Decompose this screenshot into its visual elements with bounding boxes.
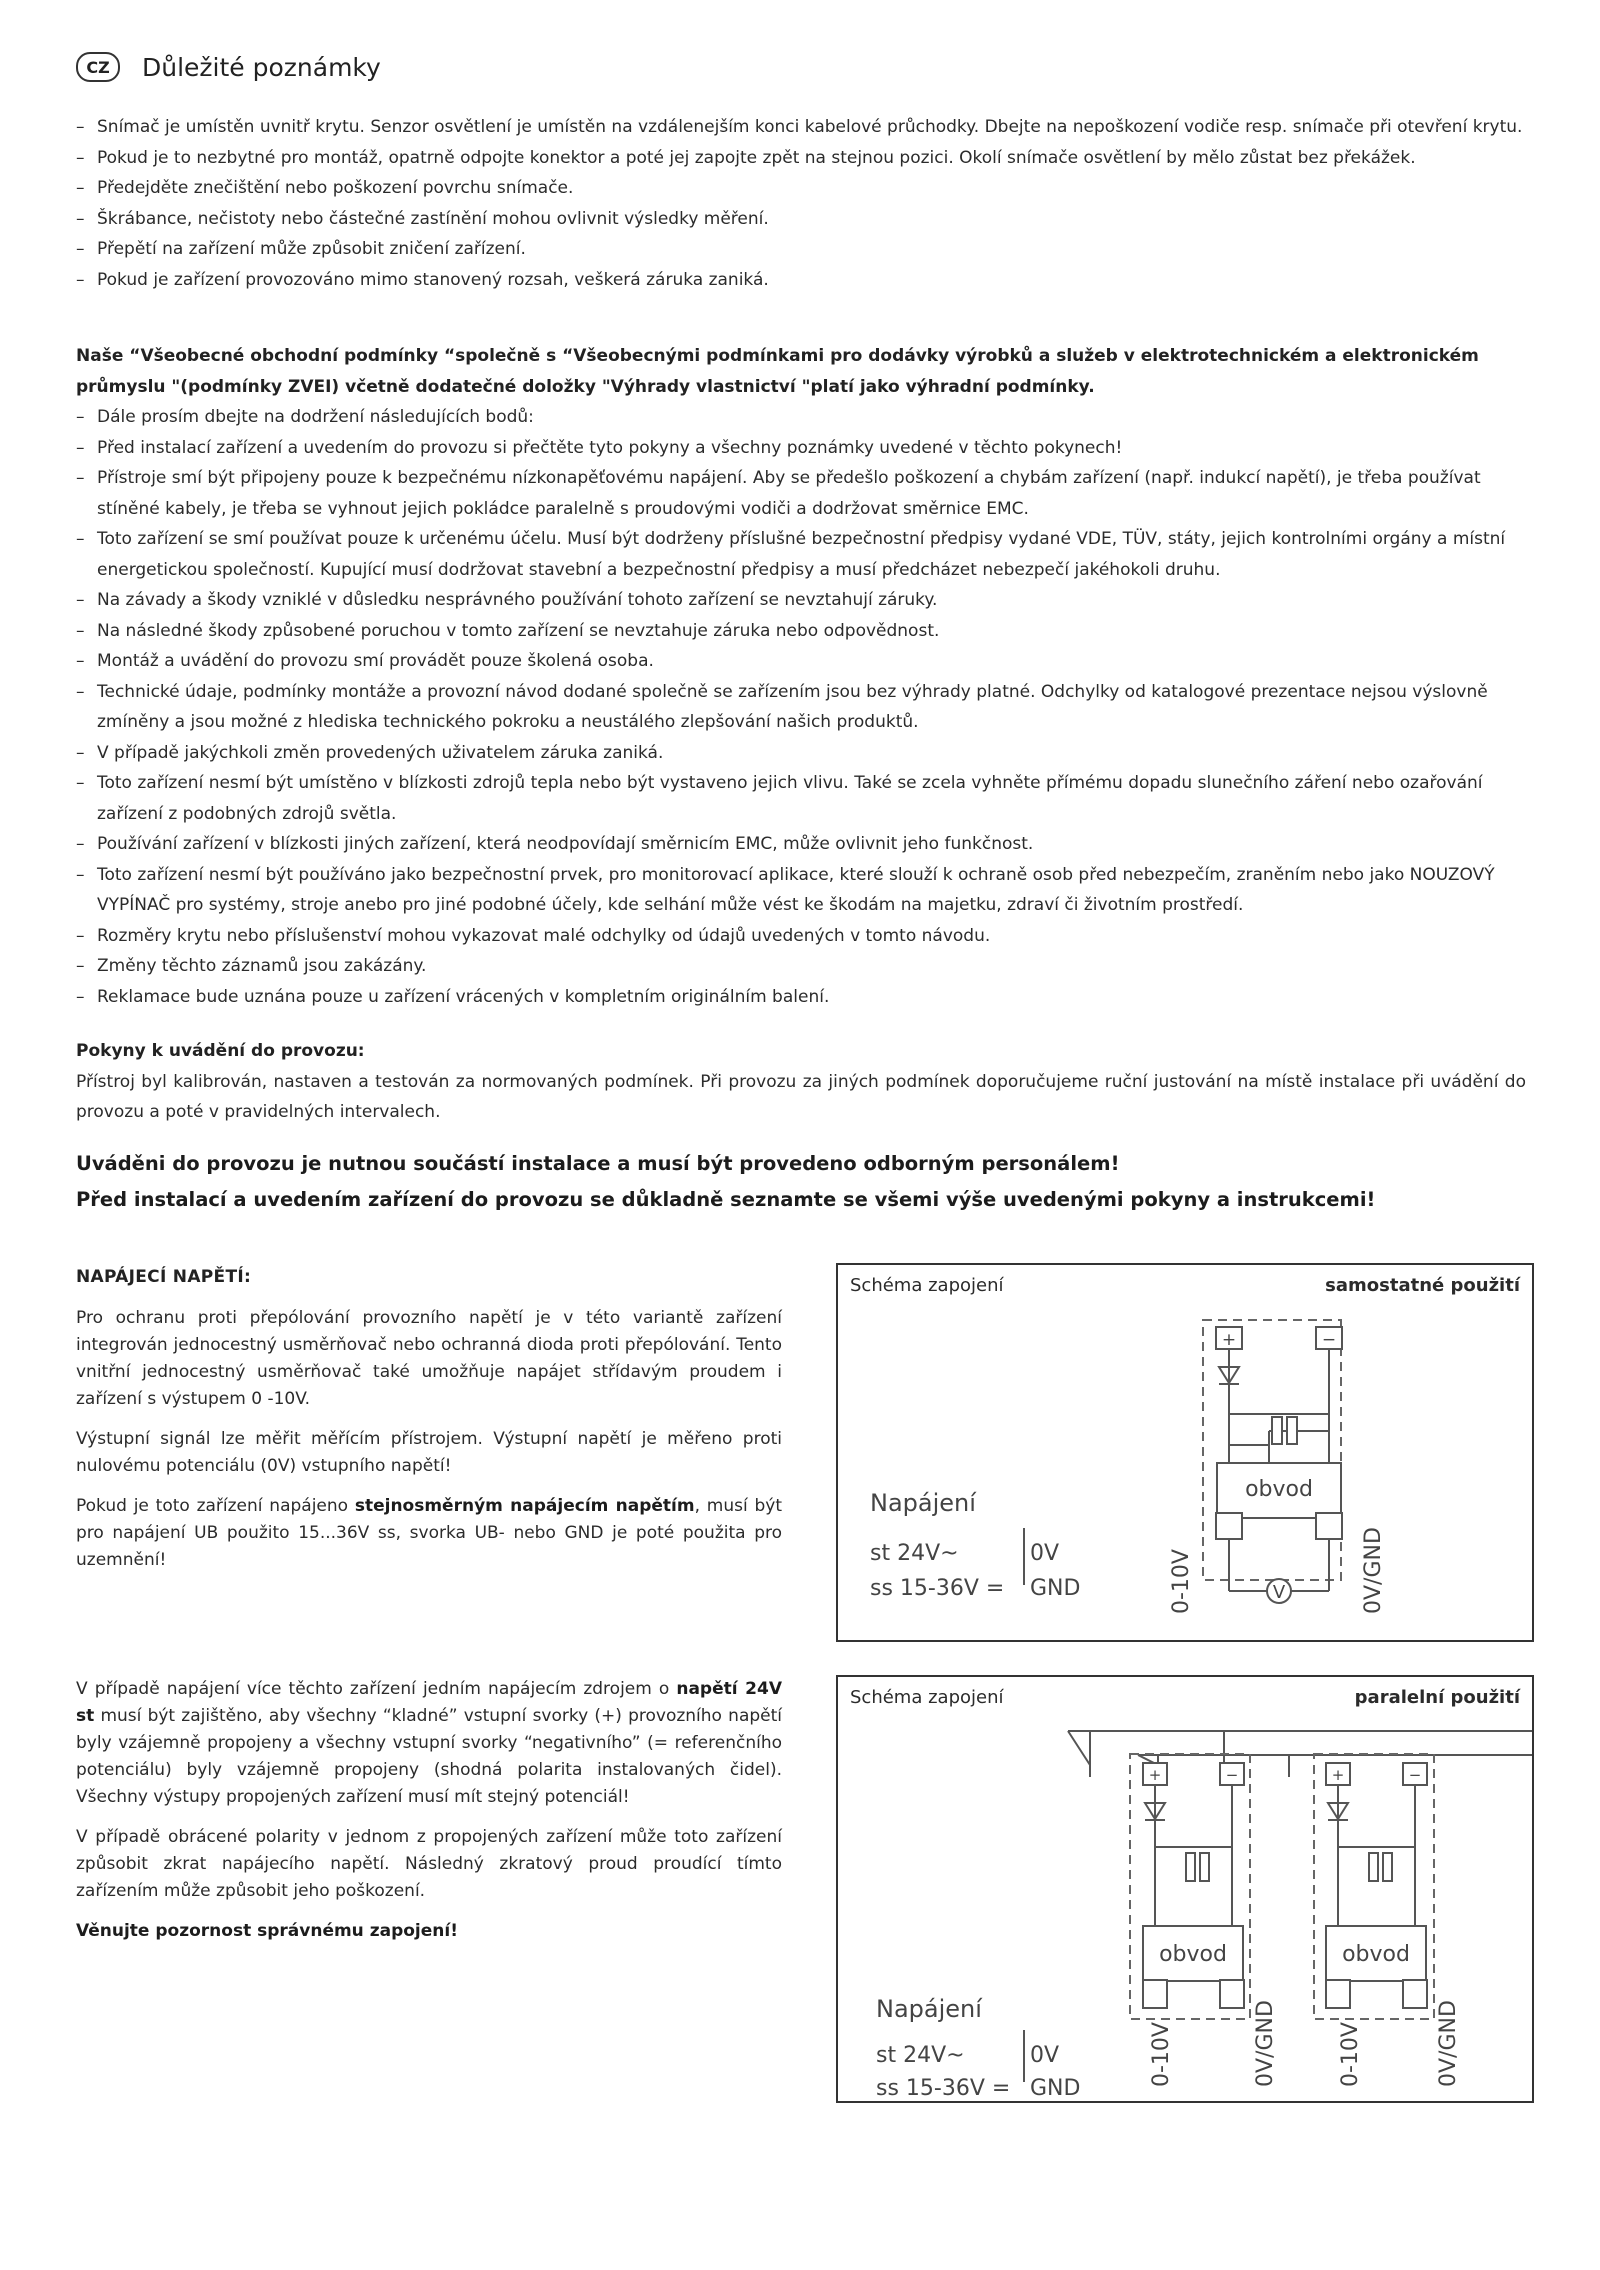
plus-sign: + xyxy=(1331,1766,1345,1784)
supply-title: Napájení xyxy=(870,1489,976,1517)
parallel-paragraph-3: Věnujte pozornost správnému zapojení! xyxy=(76,1921,458,1941)
output-label: 0-10V xyxy=(1149,2022,1174,2087)
list-item: – Předejděte znečištění nebo poškození povrchu snímače. xyxy=(76,173,1526,204)
warning-line-2: Před instalací a uvedením zařízení do provozu se důkladně seznamte se všemi výše uvedenými pokyny a instrukcemi! xyxy=(76,1188,1376,1211)
circuit-schematic xyxy=(838,1677,1532,2101)
supply-zero: 0V xyxy=(1030,2043,1060,2068)
output-label: 0-10V xyxy=(1169,1549,1194,1614)
circuit-label: obvod xyxy=(1245,1477,1313,1502)
capacitor-plate xyxy=(1369,1853,1378,1881)
plus-sign: + xyxy=(1148,1766,1162,1784)
list-item: – Pokud je to nezbytné pro montáž, opatrně odpojte konektor a poté jej zapojte zpět na stejnou pozici. Okolí snímače osvětlení by mělo zůstat bez překážek. xyxy=(76,143,1526,174)
supply-paragraph-1: Pro ochranu proti přepólování provozního napětí je v této variantě zařízení integrován jednocestný usměrňovač nebo ochranná dioda proti přepólování. Tento vnitřní jednocestný usměrňovač také umožňuje napájet střídavým proudem i zařízení s výstupem 0 -10V. xyxy=(76,1308,782,1409)
commissioning-text: Přístroj byl kalibrován, nastaven a testován za normovaných podmínek. Při provozu za jiných podmínek doporučujeme ruční justování na místě instalace při uvádění do provozu a poté v pravidelných intervalech. xyxy=(76,1071,1526,1122)
terms-paragraph: Naše “Všeobecné obchodní podmínky “společně s “Všeobecnými podmínkami pro dodávky výrobků a služeb v elektrotechnickém a elektronickém průmyslu "(podmínky ZVEI) včetně dodatečné doložky "Výhrady vlastnictví "platí jako výhradní podmínky. xyxy=(76,346,1479,397)
list-item: – Používání zařízení v blízkosti jiných zařízení, která neodpovídají směrnicím EMC, může ovlivnit jeho funkčnost. xyxy=(76,829,1526,860)
notes-list-block xyxy=(76,112,1526,295)
supply-title: Napájení xyxy=(876,1995,982,2023)
list-item: – Přepětí na zařízení může způsobit zničení zařízení. xyxy=(76,234,1526,265)
list-item: – Pokud je zařízení provozováno mimo stanovený rozsah, veškerá záruka zaniká. xyxy=(76,265,1526,296)
capacitor-plate xyxy=(1272,1417,1282,1444)
supply-voltage-section xyxy=(76,1264,782,1587)
supply-ac: st 24V~ xyxy=(870,1541,959,1566)
parallel-section xyxy=(76,1676,782,1958)
output-terminal xyxy=(1143,1980,1167,2008)
ground-label: 0V/GND xyxy=(1436,2000,1461,2087)
supply-zero: 0V xyxy=(1030,1541,1060,1566)
wiring-diagram-parallel xyxy=(836,1675,1534,2103)
minus-sign: − xyxy=(1321,1330,1337,1350)
diagram-label: Schéma zapojení xyxy=(850,1687,1004,1708)
diagram-mode: samostatné použití xyxy=(1325,1275,1520,1296)
list-item: – Přístroje smí být připojeny pouze k bezpečnému nízkonapěťovému napájení. Aby se předešlo poškození a chybám zařízení (např. indukcí napětí), je třeba používat stíněné kabely, je třeba se vyhnout jejich pokládce paralelně s proudovými vodiči a dodržovat směrnice EMC. xyxy=(76,463,1526,524)
language-badge: CZ xyxy=(76,52,120,82)
diagram-label: Schéma zapojení xyxy=(850,1275,1004,1296)
warning-block xyxy=(76,1146,1556,1218)
output-terminal xyxy=(1216,1513,1242,1539)
list-item: – Na následné škody způsobené poruchou v tomto zařízení se nevztahuje záruka nebo odpovědnost. xyxy=(76,616,1526,647)
list-item: – V případě jakýchkoli změn provedených uživatelem záruka zaniká. xyxy=(76,738,1526,769)
wiring-diagram-standalone xyxy=(836,1263,1534,1642)
page-title: Důležité poznámky xyxy=(142,52,381,82)
minus-sign: − xyxy=(1408,1766,1422,1784)
supply-paragraph-2: Výstupní signál lze měřit měřícím přístrojem. Výstupní napětí je měřeno proti nulovému potenciálu (0V) vstupního napětí! xyxy=(76,1429,782,1476)
list-item: – Toto zařízení se smí používat pouze k určenému účelu. Musí být dodrženy příslušné bezpečnostní předpisy vydané VDE, TÜV, státy, jejich kontrolními orgány a místní energetickou společností. Kupující musí dodržovat stavební a bezpečnostní předpisy a musí předcházet nebezpečí jakéhokoli druhu. xyxy=(76,524,1526,585)
list-item: – Toto zařízení nesmí být umístěno v blízkosti zdrojů tepla nebo být vystaveno jejich vlivu. Také se zcela vyhněte přímému dopadu slunečního záření nebo ozařování zařízení z podobných zdrojů světla. xyxy=(76,768,1526,829)
list-item: – Na závady a škody vzniklé v důsledku nesprávného používání tohoto zařízení se nevztahují záruky. xyxy=(76,585,1526,616)
parallel-paragraph-2: V případě obrácené polarity v jednom z propojených zařízení může toto zařízení způsobit zkrat napájecího napětí. Následný zkratový proud proudící tímto zařízením může způsobit jeho poškození. xyxy=(76,1827,782,1901)
supply-text-c: , musí být pro napájení UB použito 15...36V ss, svorka UB- nebo GND je poté použita pro uzemnění! xyxy=(76,1496,782,1570)
output-label: 0-10V xyxy=(1338,2022,1363,2087)
list-item: – Škrábance, nečistoty nebo částečné zastínění mohou ovlivnit výsledky měření. xyxy=(76,204,1526,235)
capacitor-plate xyxy=(1287,1417,1297,1444)
minus-sign: − xyxy=(1225,1766,1239,1784)
list-item: – Reklamace bude uznána pouze u zařízení vrácených v kompletním originálním balení. xyxy=(76,982,1526,1013)
warning-line-1: Uváděni do provozu je nutnou součástí instalace a musí být provedeno odborným personálem! xyxy=(76,1152,1120,1175)
circuit-label: obvod xyxy=(1342,1942,1410,1967)
output-terminal xyxy=(1326,1980,1350,2008)
list-item: – Před instalací zařízení a uvedením do provozu si přečtěte tyto pokyny a všechny poznámky uvedené v těchto pokynech! xyxy=(76,433,1526,464)
voltmeter-label: V xyxy=(1272,1582,1286,1603)
ground-terminal xyxy=(1316,1513,1342,1539)
capacitor-plate xyxy=(1383,1853,1392,1881)
capacitor-plate xyxy=(1200,1853,1209,1881)
ground-terminal xyxy=(1220,1980,1244,2008)
device-enclosure xyxy=(1203,1320,1341,1580)
commissioning-block xyxy=(76,1036,1526,1128)
notes-list xyxy=(76,112,1526,295)
supply-heading: NAPÁJECÍ NAPĚTÍ: xyxy=(76,1267,252,1287)
parallel-text-c: musí být zajištěno, aby všechny “kladné” vstupní svorky (+) provozního napětí byly vzájemně propojeny a všechny vstupní svorky “negativního” (= referenčního potenciálu) byly vzájemně propojeny (shodná polarita instalovaných čidel). Všechny výstupy propojených zařízení musí mít stejný potenciál! xyxy=(76,1706,782,1807)
terms-block xyxy=(76,341,1526,1012)
supply-text-a: Pokud je toto zařízení napájeno xyxy=(76,1496,355,1516)
list-item: – Montáž a uvádění do provozu smí provádět pouze školená osoba. xyxy=(76,646,1526,677)
rules-list xyxy=(76,402,1526,1012)
commissioning-heading: Pokyny k uvádění do provozu: xyxy=(76,1041,365,1061)
list-item: – Technické údaje, podmínky montáže a provozní návod dodané společně se zařízením jsou bez výhrady platné. Odchylky od katalogové prezentace nejsou výslovně zmíněny a jsou možné z hlediska technického pokroku a neustálého zlepšování našich produktů. xyxy=(76,677,1526,738)
section-header xyxy=(76,50,381,84)
diagram-mode: paralelní použití xyxy=(1354,1687,1520,1708)
list-item: – Dále prosím dbejte na dodržení následujících bodů: xyxy=(76,402,1526,433)
supply-gnd: GND xyxy=(1030,1576,1081,1601)
list-item: – Snímač je umístěn uvnitř krytu. Senzor osvětlení je umístěn na vzdálenejším konci kabelové průchodky. Dbejte na nepoškození vodiče resp. snímače při otevření krytu. xyxy=(76,112,1526,143)
supply-text-bold: stejnosměrným napájecím napětím xyxy=(354,1496,695,1516)
supply-paragraph-3 xyxy=(76,1493,782,1574)
circuit-schematic xyxy=(838,1265,1532,1640)
list-item: – Rozměry krytu nebo příslušenství mohou vykazovat malé odchylky od údajů uvedených v tomto návodu. xyxy=(76,921,1526,952)
capacitor-plate xyxy=(1186,1853,1195,1881)
list-item: – Změny těchto záznamů jsou zakázány. xyxy=(76,951,1526,982)
circuit-label: obvod xyxy=(1159,1942,1227,1967)
ground-terminal xyxy=(1403,1980,1427,2008)
supply-dc: ss 15-36V = xyxy=(876,2076,1011,2101)
supply-dc: ss 15-36V = xyxy=(870,1576,1005,1601)
parallel-paragraph-1 xyxy=(76,1676,782,1811)
supply-gnd: GND xyxy=(1030,2076,1081,2101)
supply-ac: st 24V~ xyxy=(876,2043,965,2068)
ground-label: 0V/GND xyxy=(1361,1527,1386,1614)
ground-label: 0V/GND xyxy=(1253,2000,1278,2087)
parallel-text-a: V případě napájení více těchto zařízení jedním napájecím zdrojem o xyxy=(76,1679,677,1699)
plus-sign: + xyxy=(1221,1330,1237,1350)
parallel-text-bold: napětí 24V st xyxy=(76,1679,782,1726)
list-item: – Toto zařízení nesmí být používáno jako bezpečnostní prvek, pro monitorovací aplikace, které slouží k ochraně osob před nebezpečím, zraněním nebo jako NOUZOVÝ VYPÍNAČ pro systémy, stroje anebo pro jiné podobné účely, kde selhání může vést ke škodám na majetku, zdraví či životním prostředí. xyxy=(76,860,1526,921)
